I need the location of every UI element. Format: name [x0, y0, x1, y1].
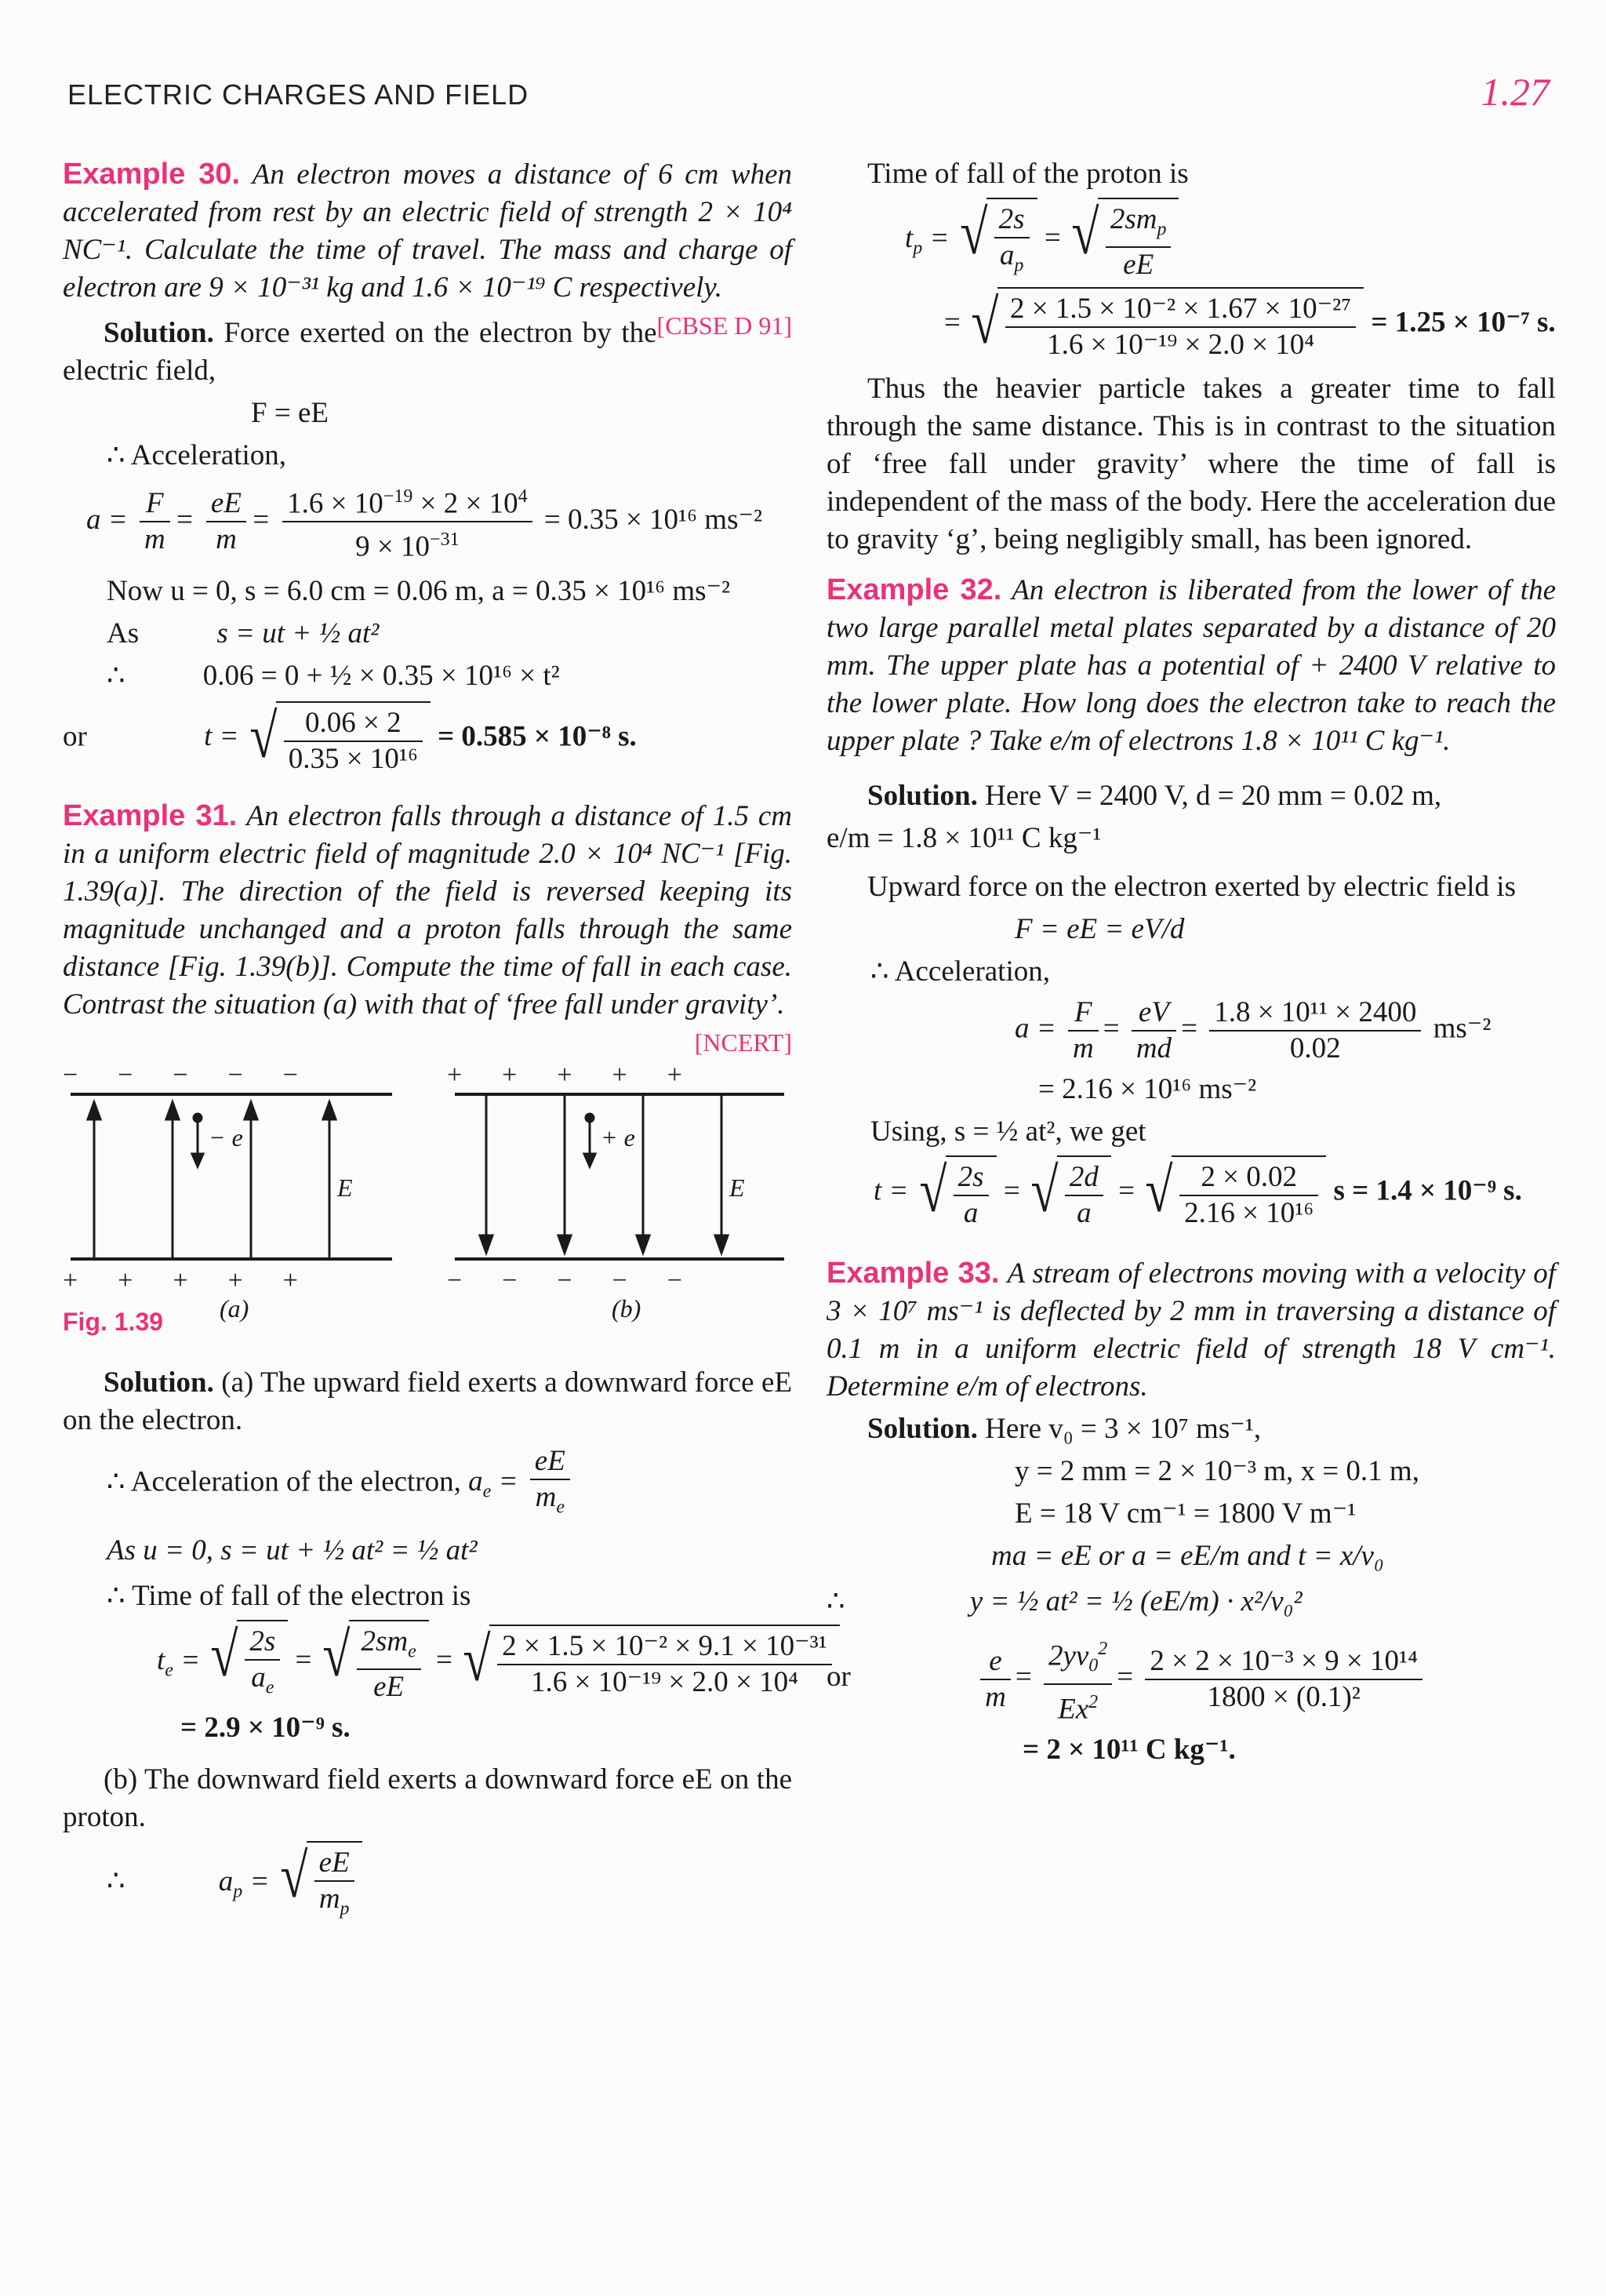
- time-result: = 0.585 × 10⁻⁸ s.: [438, 720, 637, 753]
- example-32: [827, 571, 1556, 760]
- left-column: [63, 155, 827, 1931]
- equation-force: F = eE: [251, 397, 329, 429]
- svg-text:+ + + + +: + + + + +: [63, 1265, 298, 1295]
- tp-result: = 1.25 × 10⁻⁷ s.: [1371, 306, 1556, 339]
- em-result: = 2 × 10¹¹ C kg⁻¹.: [1023, 1734, 1236, 1767]
- y-equation-row: ∴ y = ½ at² = ½ (eE/m) · x²/v₀²: [827, 1585, 1303, 1618]
- svg-text:− − − − −: − − − − −: [447, 1265, 682, 1295]
- example-33-solution: [827, 1410, 1556, 1448]
- time-equation-32: t = √ $\frac{2s}{a}$ = √ $\frac{2d}{a}$ = √ $\frac{2 \times 0.02}{\text{2.16 × 10¹⁶}}$ s = 1.4 × 10⁻⁹ s.: [874, 1156, 1522, 1230]
- example-31-solution-b: (b) The downward field exerts a downward force eE on the proton.: [63, 1763, 792, 1834]
- force-equation: F = eE = eV/d: [1015, 913, 1185, 946]
- solution-label: Solution.: [104, 317, 214, 349]
- right-column: [827, 155, 1556, 1774]
- example-30-title: Example 30.: [63, 158, 241, 191]
- em-value: e/m = 1.8 × 10¹¹ C kg⁻¹: [827, 822, 1102, 855]
- solution-label: Solution.: [867, 1413, 978, 1446]
- svg-text:− − − − −: − − − − −: [63, 1061, 298, 1090]
- acceleration-electron: ∴ Acceleration of the electron, $a_e$ = $\frac{eE}{m_e}$: [63, 1444, 792, 1524]
- figure-b-label: (b): [612, 1294, 641, 1323]
- example-32-problem: An electron is liberated from the lower of the two large parallel metal plates separated by a distance of 20 mm. The upper plate has a potential of + 2400 V relative to the lower plate. How long does the electron take to reach the upper plate ? Take e/m of electrons 1.8 × 10¹¹ C kg⁻¹.: [827, 574, 1557, 758]
- example-33-problem: A stream of electrons moving with a velocity of 3 × 10⁷ ms⁻¹ is deflected by 2 mm in traversing a distance of 0.1 m in a uniform electric field of strength 18 V cm⁻¹. Determine e/m of electrons.: [827, 1257, 1557, 1403]
- em-denominator: 1800 × (0.1)²: [1207, 1680, 1361, 1713]
- acceleration-equation-32: a = $\frac{F}{m}$ = $\frac{eV}{md}$ = $\frac{\text{1.8 × 10¹¹ × 2400}}{0.02}$ ms⁻²: [1015, 996, 1492, 1065]
- a-unit: ms⁻²: [1433, 1012, 1492, 1045]
- contrast-paragraph: Thus the heavier particle takes a greater time to fall through the same distance. This is in contrast to the situation of ‘free fall under gravity’ where the time of fall is independent of the mass of the body. Here the acceleration due to gravity ‘g’, being negligibly small, has been ignored.: [827, 373, 1556, 556]
- solution-label: Solution.: [104, 1366, 214, 1399]
- ma-line: ma = eE or a = eE/m and t = x/v₀: [991, 1540, 1384, 1573]
- proton-time-intro: Time of fall of the proton is: [867, 158, 1189, 190]
- field-label-a: E: [337, 1173, 353, 1202]
- plus-e-label: + e: [601, 1123, 635, 1152]
- therefore-symbol: ∴: [107, 659, 125, 692]
- acceleration-label-32: ∴ Acceleration,: [870, 955, 1050, 988]
- solution-text: Force exerted on the electron by the electric field,: [63, 317, 657, 387]
- example-31: [63, 797, 793, 1057]
- te-denominator: 1.6 × 10⁻¹⁹ × 2.0 × 10⁴: [530, 1666, 798, 1699]
- field-label-b: E: [729, 1173, 745, 1202]
- acceleration-electron-label: ∴ Acceleration of the electron,: [107, 1465, 461, 1498]
- equation-time: or t = √ $\frac{0.06 \times 2}{\text{0.35 × 10¹⁶}}$ = 0.585 × 10⁻⁸ s.: [63, 701, 637, 775]
- substitution-text: 0.06 = 0 + ½ × 0.35 × 10¹⁶ × t²: [202, 659, 560, 692]
- solution-label: Solution.: [867, 780, 978, 813]
- em-equation-row: or $\frac{e}{m}$ = $\frac{2yv_0^2}{Ex^2}$ = $\frac{\text{2 × 2 × 10⁻³ × 9 × 10¹⁴}}{\text{1800 × (0.1)²}}$: [827, 1632, 1556, 1727]
- t32-denominator: 2.16 × 10¹⁶: [1184, 1197, 1314, 1230]
- tp-numerator: 2 × 1.5 × 10⁻² × 1.67 × 10⁻²⁷: [1005, 292, 1356, 328]
- or-label-33: or: [827, 1661, 851, 1694]
- solution-a-text: (a) The upward field exerts a downward force eE on the electron.: [63, 1366, 792, 1436]
- te-result: = 2.9 × 10⁻⁹ s.: [180, 1712, 351, 1745]
- section-header: ELECTRIC CHARGES AND FIELD: [67, 78, 529, 111]
- te-numerator: 2 × 1.5 × 10⁻² × 9.1 × 10⁻³¹: [497, 1629, 832, 1665]
- a-numerator: 1.8 × 10¹¹ × 2400: [1209, 995, 1421, 1032]
- e-line: E = 18 V cm⁻¹ = 1800 V m⁻¹: [1015, 1497, 1357, 1530]
- equation-ap: ∴ $a_p$ = √ $\frac{eE}{m_p}$: [63, 1841, 792, 1926]
- figure-1-39-svg: [63, 1061, 792, 1328]
- example-31-problem: An electron falls through a distance of 1.5 cm in a uniform electric field of magnitude 2.0 × 10⁴ NC⁻¹ [Fig. 1.39(a)]. The direction of the field is reversed keeping its magnitude unchanged and a proton falls through the same distance [Fig. 1.39(b)]. Compute the time of fall in each case. Contrast the situation (a) with that of ‘free fall under gravity’.: [63, 799, 793, 1021]
- acceleration-result-32: = 2.16 × 10¹⁶ ms⁻²: [1038, 1073, 1257, 1106]
- figure-caption: Fig. 1.39: [63, 1307, 164, 1336]
- given-values: Now u = 0, s = 6.0 cm = 0.06 m, a = 0.35 × 10¹⁶ ms⁻²: [107, 574, 731, 607]
- acceleration-result: = 0.35 × 10¹⁶ ms⁻²: [543, 503, 763, 536]
- using-label: Using, s = ½ at², we get: [870, 1115, 1146, 1148]
- em-numerator: 2 × 2 × 10⁻³ × 9 × 10¹⁴: [1145, 1644, 1423, 1680]
- minus-e-label: − e: [209, 1123, 243, 1152]
- example-30-problem: An electron moves a distance of 6 cm when accelerated from rest by an electric field of strength 2 × 10⁴ NC⁻¹. Calculate the time of travel. The mass and charge of electron are 9 × 10⁻³¹ kg and 1.6 × 10⁻¹⁹ C respectively.: [63, 158, 793, 304]
- equation-substitution: [63, 657, 792, 695]
- y-line: y = 2 mm = 2 × 10⁻³ m, x = 0.1 m,: [1015, 1455, 1419, 1488]
- figure-a: [63, 1061, 392, 1323]
- time-denominator: 0.35 × 10¹⁶: [288, 742, 418, 775]
- time-numerator: 0.06 × 2: [284, 706, 423, 742]
- equation-s: s = ut + ½ at²: [216, 617, 380, 650]
- t32-numerator: 2 × 0.02: [1179, 1160, 1318, 1196]
- as-equation: As u = 0, s = ut + ½ at² = ½ at²: [107, 1534, 478, 1567]
- figure-a-label: (a): [220, 1294, 249, 1323]
- equation-motion: [63, 615, 792, 653]
- equation-tp: $t_p$ = √ $\frac{2s}{a_p}$ = √ $\frac{2sm_p}{eE}$: [827, 198, 1556, 282]
- as-label: As: [107, 617, 140, 650]
- example-32-solution: [827, 777, 1556, 815]
- page-number: 1.27: [1481, 70, 1550, 114]
- upward-force-text: Upward force on the electron exerted by electric field is: [867, 871, 1516, 904]
- solution-here-33: Here v₀ = 3 × 10⁷ ms⁻¹,: [985, 1413, 1262, 1446]
- example-31-title: Example 31.: [63, 799, 238, 832]
- example-32-title: Example 32.: [827, 573, 1002, 607]
- or-label: or: [63, 720, 87, 753]
- example-31-tag: [NCERT]: [694, 1028, 792, 1057]
- svg-text:+ + + + +: + + + + +: [447, 1061, 682, 1090]
- example-30-tag: [CBSE D 91]: [656, 311, 792, 340]
- equation-tp-value: = √ $\frac{\text{2 × 1.5 × 10⁻² × 1.67 × 10⁻²⁷}}{\text{1.6 × 10⁻¹⁹ × 2.0 × 10⁴}}$ = 1.25 × 10⁻⁷ s.: [944, 288, 1556, 362]
- figure-b: [447, 1061, 784, 1323]
- time-fall-label: ∴ Time of fall of the electron is: [107, 1580, 471, 1613]
- example-31-solution-a: [63, 1364, 792, 1439]
- y-equation: y = ½ at² = ½ (eE/m) · x²/v₀²: [969, 1585, 1303, 1618]
- tp-denominator: 1.6 × 10⁻¹⁹ × 2.0 × 10⁴: [1047, 329, 1315, 362]
- a-denominator: 0.02: [1289, 1032, 1341, 1065]
- equation-te: $t_e$ = √ $\frac{2s}{a_e}$ = √ $\frac{2sm_e}{eE}$ = √ $\frac{\text{2 × 1.5 × 10⁻² × 9.1 × 10⁻³¹}}{\text{1.6 × 10⁻¹⁹ × 2.0 × 10⁴}}$: [63, 1620, 792, 1705]
- example-33: [827, 1254, 1556, 1406]
- example-33-title: Example 33.: [827, 1257, 1000, 1290]
- equation-acceleration: a = $\frac{F}{m}$ = $\frac{eE}{m}$ = $\frac{1.6 \times 10^{-19} \times 2 \times 10^4}{9 \times 10^{-31}}$ = 0.35 × 10¹⁶ ms⁻²: [63, 479, 792, 565]
- t32-result: s = 1.4 × 10⁻⁹ s.: [1333, 1174, 1522, 1207]
- acceleration-label: ∴ Acceleration,: [107, 439, 286, 471]
- solution-here: Here V = 2400 V, d = 20 mm = 0.02 m,: [985, 780, 1442, 813]
